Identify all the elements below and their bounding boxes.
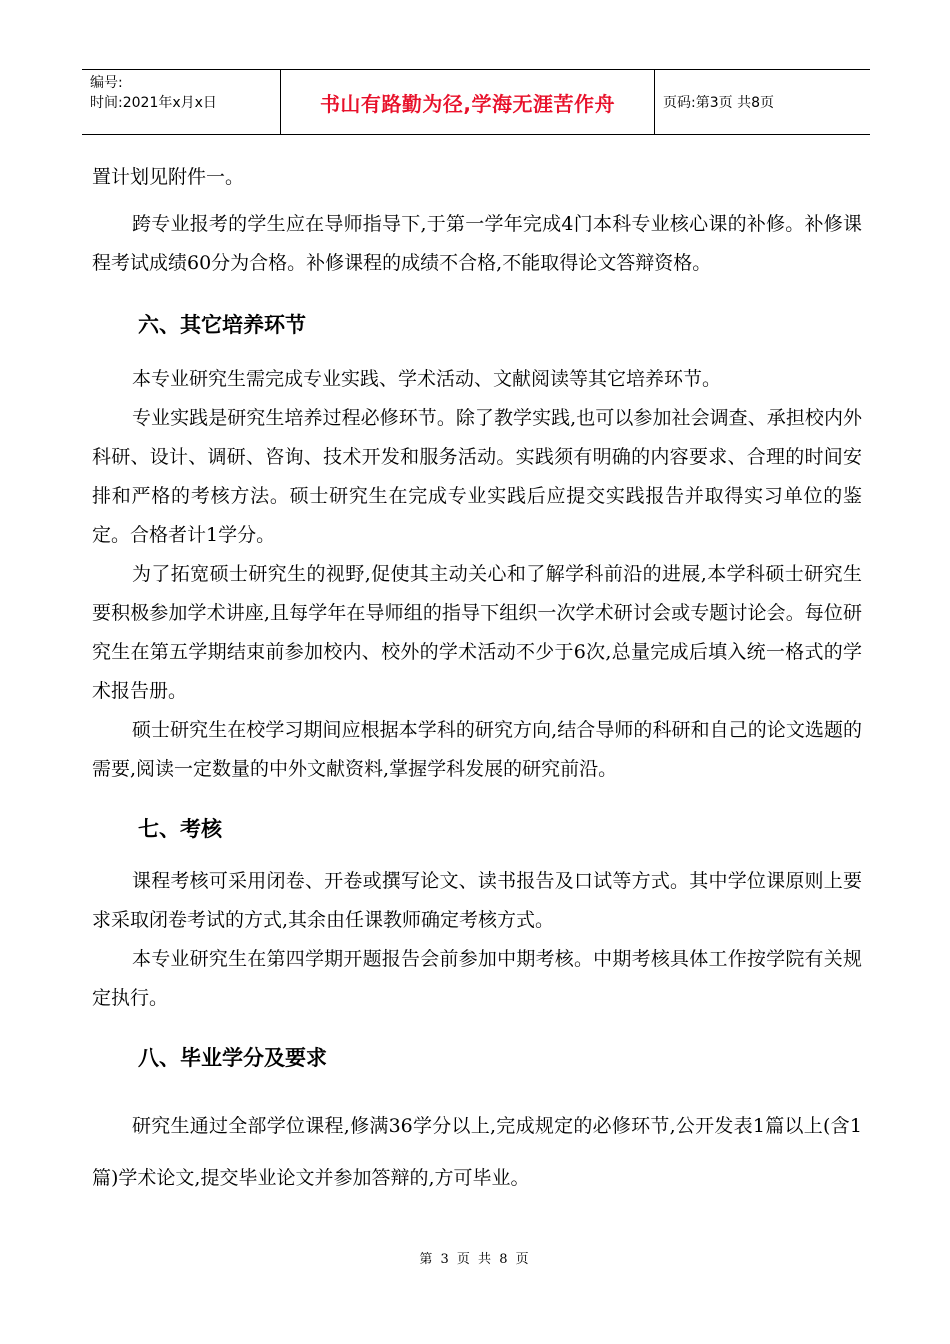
paragraph: 课程考核可采用闭卷、开卷或撰写论文、读书报告及口试等方式。其中学位课原则上要求采取闭卷考试的方式,其余由任课教师确定考核方式。: [92, 870, 862, 931]
document-date-label: 时间:2021年x月x日: [90, 95, 217, 111]
paragraph: 本专业研究生需完成专业实践、学术活动、文献阅读等其它培养环节。: [132, 368, 722, 390]
paragraph: 专业实践是研究生培养过程必修环节。除了教学实践,也可以参加社会调查、承担校内外科研、设计、调研、咨询、技术开发和服务活动。实践须有明确的内容要求、合理的时间安排和严格的考核方法。硕士研究生在完成专业实践后应提交实践报告并取得实习单位的鉴定。合格者计1学分。: [92, 407, 862, 546]
paragraph: 置计划见附件一。: [92, 166, 245, 188]
page-footer: 第 3 页 共 8 页: [419, 1252, 531, 1267]
header-motto: 书山有路勤为径,学海无涯苦作舟: [281, 70, 655, 134]
document-number-label: 编号:: [90, 75, 123, 91]
section-title: 六、其它培养环节: [138, 313, 306, 337]
section-title: 八、毕业学分及要求: [138, 1046, 327, 1070]
paragraph: 本专业研究生在第四学期开题报告会前参加中期考核。中期考核具体工作按学院有关规定执行。: [92, 948, 862, 1009]
page-header: [82, 69, 870, 135]
header-page-label: 页码:第3页 共8页: [663, 95, 774, 111]
section-title: 七、考核: [138, 817, 222, 841]
document-body: [92, 158, 862, 1204]
paragraph: 跨专业报考的学生应在导师指导下,于第一学年完成4门本科专业核心课的补修。补修课程考试成绩60分为合格。补修课程的成绩不合格,不能取得论文答辩资格。: [92, 213, 862, 274]
paragraph: 研究生通过全部学位课程,修满36学分以上,完成规定的必修环节,公开发表1篇以上(含1篇)学术论文,提交毕业论文并参加答辩的,方可毕业。: [92, 1115, 862, 1189]
paragraph: 硕士研究生在校学习期间应根据本学科的研究方向,结合导师的科研和自己的论文选题的需要,阅读一定数量的中外文献资料,掌握学科发展的研究前沿。: [92, 719, 862, 780]
paragraph: 为了拓宽硕士研究生的视野,促使其主动关心和了解学科前沿的进展,本学科硕士研究生要积极参加学术讲座,且每学年在导师组的指导下组织一次学术研讨会或专题讨论会。每位研究生在第五学期结束前参加校内、校外的学术活动不少于6次,总量完成后填入统一格式的学术报告册。: [92, 563, 862, 702]
header-meta: [82, 70, 281, 134]
